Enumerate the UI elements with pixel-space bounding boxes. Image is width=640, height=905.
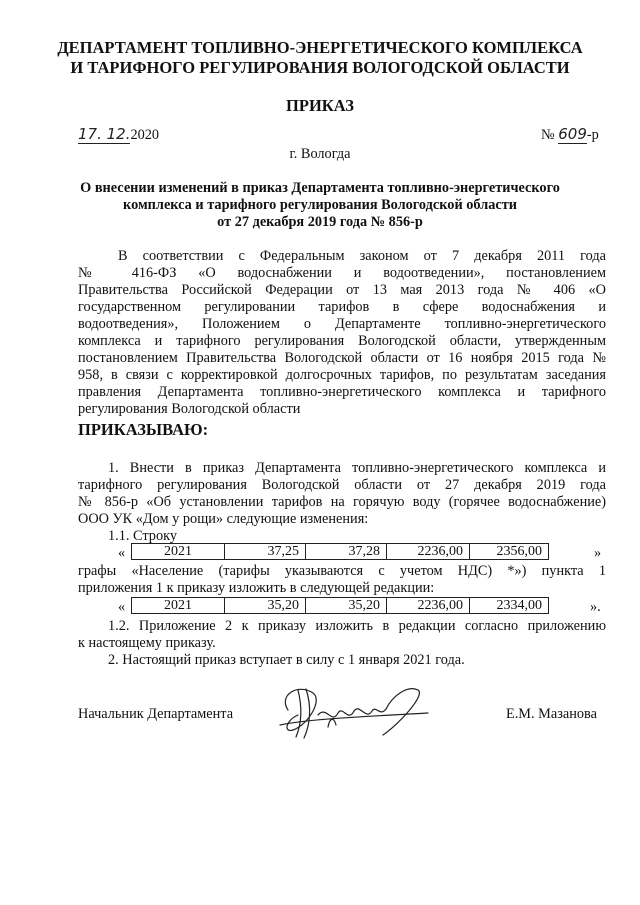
item-2: 2. Настоящий приказ вступает в силу с 1 января 2021 года. bbox=[108, 652, 465, 668]
middle-line: графы «Население (тарифы указываются с учетом НДС) *») пункта 1 bbox=[78, 563, 606, 579]
item-1-line: 1. Внести в приказ Департамента топливно-энергетического комплекса и bbox=[108, 460, 606, 476]
old-cell-value: 37,25 bbox=[225, 544, 306, 560]
preamble-line: Правительства Российской Федерации от 13 мая 2013 года № 406 «О bbox=[78, 282, 606, 298]
number-sign: № bbox=[541, 127, 555, 143]
document-number bbox=[541, 126, 599, 144]
old-cell-value: 37,28 bbox=[306, 544, 387, 560]
close-quote: » bbox=[594, 545, 602, 561]
item-1-1: 1.1. Строку bbox=[108, 528, 177, 544]
old-cell-value: 2236,00 bbox=[387, 544, 470, 560]
number-suffix: -р bbox=[586, 127, 599, 143]
handwritten-date: 17. 12. bbox=[78, 125, 131, 143]
department-title-line2: И ТАРИФНОГО РЕГУЛИРОВАНИЯ ВОЛОГОДСКОЙ ОБЛАСТИ bbox=[70, 58, 570, 77]
item-1-line: тарифного регулирования Вологодской области от 27 декабря 2019 года bbox=[78, 477, 606, 493]
preamble bbox=[78, 248, 606, 418]
handwritten-signature bbox=[268, 675, 438, 745]
date-year: 2020 bbox=[130, 127, 160, 143]
old-tariff-table bbox=[131, 543, 549, 560]
item-1-2 bbox=[78, 618, 606, 652]
subject-line3: от 27 декабря 2019 года № 856-р bbox=[217, 214, 423, 230]
preamble-line: водоотведения», Положением о Департаменте топливно-энергетического bbox=[78, 316, 606, 332]
item-1-line: ООО УК «Дом у рощи» следующие изменения: bbox=[78, 511, 369, 527]
preamble-line: комплекса и тарифного регулирования Вологодской области, утвержденным bbox=[78, 333, 606, 349]
new-tariff-table bbox=[131, 597, 549, 614]
item-1-2-line: 1.2. Приложение 2 к приказу изложить в редакции согласно приложению bbox=[108, 618, 606, 634]
old-cell-year: 2021 bbox=[132, 544, 225, 560]
document-type: ПРИКАЗ bbox=[286, 96, 354, 115]
new-cell-value: 2334,00 bbox=[470, 598, 549, 614]
middle-text bbox=[78, 563, 606, 597]
signer-position: Начальник Департамента bbox=[78, 706, 234, 722]
new-cell-value: 35,20 bbox=[306, 598, 387, 614]
order-word: ПРИКАЗЫВАЮ: bbox=[78, 420, 209, 439]
department-title-line1: ДЕПАРТАМЕНТ ТОПЛИВНО-ЭНЕРГЕТИЧЕСКОГО КОМПЛЕКСА bbox=[57, 38, 583, 57]
city: г. Вологда bbox=[289, 146, 351, 162]
item-1-line: № 856-р «Об установлении тарифов на горячую воду (горячее водоснабжение) bbox=[78, 494, 606, 510]
old-tariff-row bbox=[116, 543, 606, 562]
open-quote: « bbox=[118, 599, 126, 615]
new-tariff-row bbox=[116, 597, 606, 616]
handwritten-number: 609 bbox=[558, 125, 587, 143]
item-1 bbox=[78, 460, 606, 528]
old-cell-value: 2356,00 bbox=[470, 544, 549, 560]
preamble-line: № 416-ФЗ «О водоснабжении и водоотведении», постановлением bbox=[78, 265, 606, 281]
new-cell-year: 2021 bbox=[132, 598, 225, 614]
item-1-2-line: к настоящему приказу. bbox=[78, 635, 216, 651]
signer-name: Е.М. Мазанова bbox=[506, 706, 597, 722]
preamble-line: постановлением Правительства Вологодской области от 16 ноября 2015 года № bbox=[78, 350, 606, 366]
new-cell-value: 2236,00 bbox=[387, 598, 470, 614]
open-quote: « bbox=[118, 545, 126, 561]
document-date bbox=[78, 126, 159, 144]
subject-line2: комплекса и тарифного регулирования Вологодской области bbox=[123, 197, 517, 213]
close-quote: ». bbox=[590, 599, 601, 615]
preamble-line: государственном регулировании тарифов в сфере водоснабжения и bbox=[78, 299, 606, 315]
middle-line: приложения 1 к приказу изложить в следующей редакции: bbox=[78, 580, 435, 596]
preamble-line: В соответствии с Федеральным законом от 7 декабря 2011 года bbox=[118, 248, 606, 264]
preamble-line: правления Департамента топливно-энергетического комплекса и тарифного bbox=[78, 384, 606, 400]
preamble-line: регулирования Вологодской области bbox=[78, 401, 301, 417]
new-cell-value: 35,20 bbox=[225, 598, 306, 614]
subject-line1: О внесении изменений в приказ Департамента топливно-энергетического bbox=[80, 180, 560, 196]
preamble-line: 958, в связи с корректировкой долгосрочных тарифов, по результатам заседания bbox=[78, 367, 606, 383]
